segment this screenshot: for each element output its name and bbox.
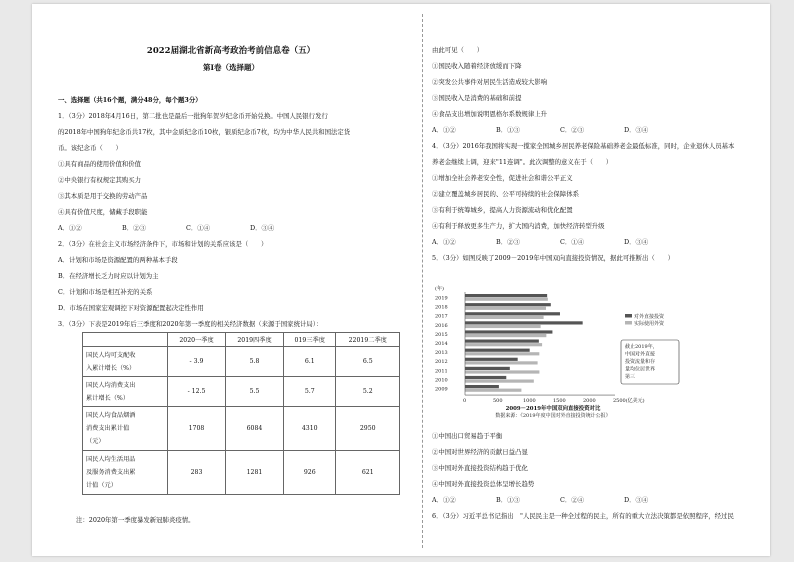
y-tick-label: 2014	[435, 341, 448, 347]
q5-option: ②中国对世界经济的贡献日益凸显	[432, 448, 528, 456]
q3-stem: 3．（3分）下表是2019年后三季度和2020年第一季度的相关经济数据（来源于国家统计局）：	[58, 320, 323, 328]
table-cell: 283	[168, 451, 226, 495]
q1-stem-line: 1．（3分）2018年4月16日，第二批也是最后一批狗年贺岁纪念币开始兑换。中国人民银行发行	[58, 112, 328, 120]
legend-label: 对外直接投资	[634, 314, 665, 320]
q1-option: ①具有商品的使用价值和价值	[58, 160, 142, 168]
x-tick-label: 2500(亿美元)	[613, 398, 645, 405]
answer-choice-a[interactable]: A．①②	[432, 126, 456, 134]
q2-stem: 2．（3分）在社会主义市场经济条件下，市场和计划的关系应该是（ ）	[58, 240, 268, 248]
exam-title: 2022届湖北省新高考政治考前信息卷（五）	[146, 46, 316, 56]
answer-choice-b[interactable]: B．②③	[122, 224, 146, 232]
answer-choice-a[interactable]: A．①②	[432, 496, 456, 504]
section-subtitle: 第Ⅰ卷（选择题）	[202, 63, 259, 72]
legend-label: 实际使用外资	[634, 321, 665, 327]
table-row	[83, 347, 400, 377]
table-cell: 5.8	[226, 347, 284, 377]
table-cell: 6.1	[284, 347, 336, 377]
q1-answer-row	[58, 224, 314, 232]
answer-choice-d[interactable]: D．③④	[624, 496, 649, 504]
q3-option: ②突发公共事件对居民生活造成较大影响	[432, 78, 548, 86]
answer-choice-d[interactable]: D．③④	[624, 238, 649, 246]
table-cell: 5.2	[336, 377, 400, 407]
q1-stem-line: 币。该纪念币（ ）	[58, 144, 122, 152]
answer-choice-c[interactable]: C．①④	[560, 238, 585, 246]
table-cell: - 12.5	[168, 377, 226, 407]
table-cell: 621	[336, 451, 400, 495]
bar-outward	[465, 340, 539, 343]
q2-option[interactable]: A．计划和市场是资源配置的两种基本手段	[58, 256, 178, 264]
bar-inward	[465, 361, 538, 364]
table-header-cell: 2019四季度	[226, 333, 284, 347]
table-header-cell: 2020一季度	[168, 333, 226, 347]
q3-lead: 由此可见（ ）	[432, 46, 484, 54]
q5-option: ①中国出口贸易趋于平衡	[432, 432, 503, 440]
bar-inward	[465, 316, 544, 319]
right-column	[430, 4, 770, 556]
y-tick-label: 2013	[435, 350, 448, 357]
bar-outward	[465, 349, 530, 352]
q1-stem-line: 的2018年中国狗年纪念币共17枚，其中金质纪念币10枚，银质纪念币7枚，均为中华人民共和国法定货	[58, 128, 351, 136]
table-header-cell: 019三季度	[284, 333, 336, 347]
row-label: 国民人均食品烟酒 消费支出累计值 （元）	[83, 407, 168, 451]
q4-answer-row	[432, 238, 688, 246]
legend-swatch	[625, 321, 632, 325]
chart-source: 数据来源：《2019年度中国对外直接投资统计公报》	[495, 413, 611, 420]
bar-outward	[465, 303, 551, 306]
q6-stem: 6．（3分）习近平总书记指出 "人民民主是一种全过程的民主，所有的重大立法决策都是依照程序，经过民	[432, 512, 734, 520]
table-cell: 6084	[226, 407, 284, 451]
y-tick-label: 2016	[435, 322, 448, 329]
annotation-text: 量均位居世界	[625, 366, 656, 373]
answer-choice-b[interactable]: B．②③	[496, 238, 520, 246]
q2-option[interactable]: B．在经济增长乏力时应以计划为主	[58, 272, 159, 280]
q1-option: ④具有价值尺度，储藏手段职能	[58, 208, 148, 216]
bar-outward	[465, 330, 552, 333]
table-row	[83, 377, 400, 407]
y-tick-label: 2010	[435, 377, 448, 384]
q4-option: ③有利于统筹城乡，提高人力资源流动和优化配置	[432, 206, 573, 214]
bar-inward	[465, 334, 546, 337]
table-cell: - 3.9	[168, 347, 226, 377]
exam-page	[32, 4, 770, 556]
x-tick-label: 1500	[553, 398, 566, 405]
q4-option: ①增加全社会养老安全性，促进社会和谐公平正义	[432, 174, 573, 182]
annotation-text: 投资流量和存	[625, 359, 656, 365]
q3-option: ④食品支出增加说明恩格尔系数规律上升	[432, 110, 548, 118]
q2-option[interactable]: D．市场在国家宏观调控下对资源配置起决定性作用	[58, 304, 204, 312]
q5-option: ④中国对外直接投资总体呈增长趋势	[432, 480, 535, 488]
annotation-text: 中国对外直接	[625, 351, 656, 358]
q1-option: ③其本质是用于交换的劳动产品	[58, 192, 148, 200]
y-tick-label: 2012	[435, 359, 448, 366]
answer-choice-c[interactable]: C．②③	[560, 126, 585, 134]
q3-option: ①国民收入随着经济放缓而下降	[432, 62, 522, 70]
bar-outward	[465, 367, 510, 370]
table-header-cell: 22019二季度	[336, 333, 400, 347]
table-header-row	[83, 333, 400, 347]
table-header-cell	[83, 333, 168, 347]
bar-inward	[465, 389, 521, 392]
q2-option[interactable]: C．计划和市场是相互补充的关系	[58, 288, 153, 296]
table-cell: 1281	[226, 451, 284, 495]
q3-option: ③国民收入是消费的基础和前提	[432, 94, 522, 102]
left-column	[32, 4, 410, 556]
row-label: 国民人均可支配收 入累计增长（%）	[83, 347, 168, 377]
answer-choice-a[interactable]: A．①②	[432, 238, 456, 246]
bar-outward	[465, 358, 518, 361]
answer-choice-c[interactable]: C．②④	[560, 496, 585, 504]
table-cell: 6.5	[336, 347, 400, 377]
chart-title: 2009－2019年中国双向直接投资对比	[505, 406, 601, 413]
x-tick-label: 500	[493, 398, 503, 405]
q5-answer-row	[432, 496, 688, 504]
section-heading: 一、选择题（共16个题，满分48分，每个题3分）	[58, 96, 202, 104]
bar-inward	[465, 370, 539, 373]
y-tick-label: 2015	[435, 331, 448, 338]
q3-answer-row	[432, 126, 688, 134]
answer-choice-b[interactable]: B．①③	[496, 496, 520, 504]
bar-outward	[465, 312, 560, 315]
bar-inward	[465, 325, 541, 328]
y-unit-label: (年)	[435, 286, 444, 292]
row-label: 国民人均消费支出 累计增长（%）	[83, 377, 168, 407]
x-tick-label: 0	[463, 398, 467, 405]
table-row	[83, 407, 400, 451]
table-row	[83, 451, 400, 495]
row-label: 国民人均生活用品 及服务消费支出累 计值（元）	[83, 451, 168, 495]
bar-inward	[465, 307, 546, 310]
table-cell: 926	[284, 451, 336, 495]
y-tick-label: 2019	[435, 295, 448, 302]
bar-outward	[465, 385, 499, 388]
answer-choice-b[interactable]: B．①③	[496, 126, 520, 134]
y-tick-label: 2017	[435, 313, 448, 320]
q4-option: ④有利于释放更多生产力，扩大国内消费，加快经济转型升级	[432, 222, 605, 230]
y-tick-label: 2011	[435, 368, 448, 375]
investment-bar-chart	[433, 282, 683, 420]
bar-inward	[465, 380, 534, 383]
bar-outward	[465, 294, 547, 297]
q4-stem-line: 养老金继续上调，迎来"11连调"。此次调整的意义在于（ ）	[432, 158, 613, 166]
table-cell: 5.7	[284, 377, 336, 407]
column-divider	[422, 14, 423, 548]
y-tick-label: 2009	[435, 386, 448, 393]
table-cell: 2950	[336, 407, 400, 451]
x-tick-label: 1000	[523, 398, 536, 405]
answer-choice-c[interactable]: C．①④	[186, 224, 211, 232]
table-cell: 5.5	[226, 377, 284, 407]
bar-inward	[465, 343, 542, 346]
annotation-text: 截止2019年，	[625, 344, 658, 350]
q4-stem-line: 4．（3分）2016年我国将实现一揽家全国城乡居民养老保险基础养老金最低标准，同时，企业退休人员基本	[432, 142, 735, 150]
q5-option: ③中国对外直接投资结构趋于优化	[432, 464, 528, 472]
table-cell: 1708	[168, 407, 226, 451]
q1-option: ②中央银行有权规定其购买力	[58, 176, 142, 184]
table-note: 注：2020年第一季度暴发新冠肺炎疫情。	[76, 516, 195, 524]
answer-choice-d[interactable]: D．③④	[624, 126, 649, 134]
annotation-text: 第三	[625, 374, 636, 380]
bar-inward	[465, 352, 539, 355]
bar-inward	[465, 298, 548, 301]
q5-stem: 5．（3分）如图反映了2009－2019年中国双向直接投资情况，据此可推断出（ ）	[432, 254, 674, 262]
x-tick-label: 2000	[583, 398, 596, 405]
bar-outward	[465, 321, 583, 324]
y-tick-label: 2018	[435, 304, 448, 311]
answer-choice-a[interactable]: A．①②	[58, 224, 82, 232]
table-cell: 4310	[284, 407, 336, 451]
answer-choice-d[interactable]: D．③④	[250, 224, 275, 232]
economic-data-table	[82, 332, 400, 495]
q4-option: ②建立覆盖城乡居民的、公平可持续的社会保障体系	[432, 190, 579, 198]
legend-swatch	[625, 314, 632, 318]
bar-outward	[465, 376, 506, 379]
